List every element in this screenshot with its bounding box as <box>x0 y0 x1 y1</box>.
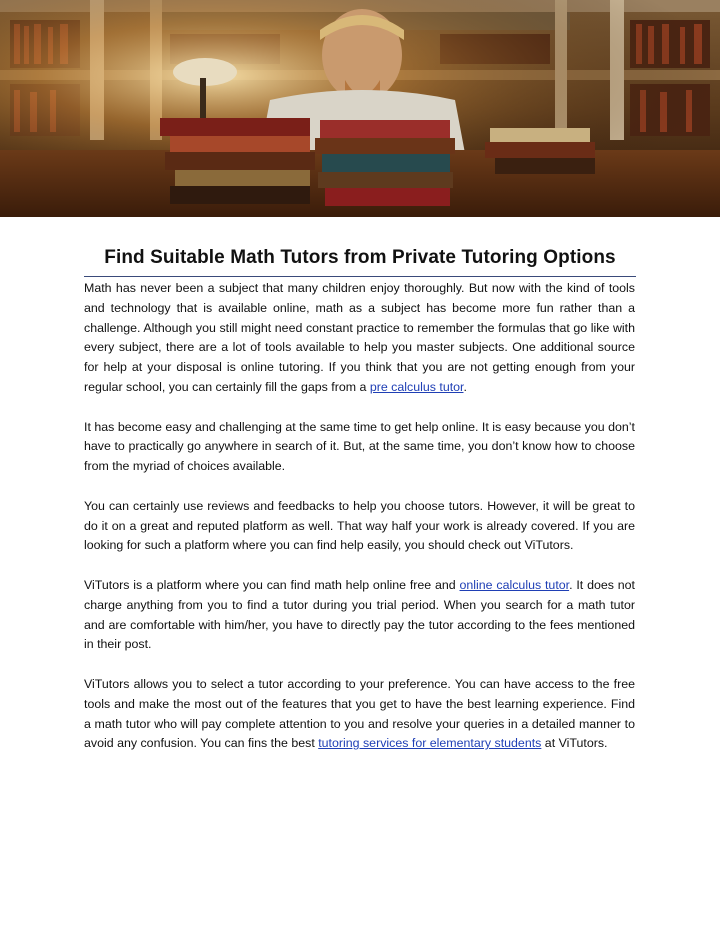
paragraph-3 <box>84 497 635 556</box>
paragraph-5-tail: at ViTutors. <box>541 736 608 751</box>
page-title: Find Suitable Math Tutors from Private Tutoring Options <box>104 247 616 268</box>
paragraph-4 <box>84 576 635 655</box>
title-divider <box>84 276 636 277</box>
article-body <box>84 279 635 774</box>
paragraph-1-text: Math has never been a subject that many children enjoy thoroughly. But now with the kind of tools and technology that is available online, math as a subject has become more fun rather than a challenge. Although you still might need constant practice to remember the formulas that go like with every subject, there are a lot of tools available to help you master subjects. One additional source for help at your disposal is online tutoring. If you think that you are not getting enough from your regular school, you can certainly fill the gaps from a <box>84 281 635 394</box>
paragraph-2-text: It has become easy and challenging at the same time to get help online. It is easy because you don’t have to practically go anywhere in search of it. But, at the same time, you don’t know how to choose from the myriad of choices available. <box>84 419 635 474</box>
paragraph-1 <box>84 279 635 398</box>
pre-calculus-tutor-link[interactable]: pre calculus tutor <box>369 379 464 394</box>
tutoring-services-link[interactable]: tutoring services for elementary students <box>318 736 542 751</box>
paragraph-4-text: ViTutors is a platform where you can find math help online free and <box>84 577 460 592</box>
paragraph-4-tail: . It does not charge anything from you to find a tutor during you trial period. When you search for a math tutor and are comfortable with him/her, you have to directly pay the tutor according to the fees mentioned in their post. <box>84 577 635 652</box>
paragraph-3-text: You can certainly use reviews and feedbacks to help you choose tutors. However, it will be great to do it on a great and reputed platform as well. That way half your work is already covered. If you are looking for such a platform where you can find help easily, you should check out ViTutors. <box>84 498 635 553</box>
online-calculus-tutor-link[interactable]: online calculus tutor <box>459 577 570 592</box>
paragraph-1-tail: . <box>463 379 467 394</box>
paragraph-2 <box>84 418 635 477</box>
hero-image <box>0 0 720 217</box>
paragraph-5 <box>84 675 635 754</box>
paragraph-5-text: ViTutors allows you to select a tutor according to your preference. You can have access to the free tools and make the most out of the features that you get to have the best learning experience. Find a math tutor who will pay complete attention to you and resolve your queries in a detailed manner to avoid any confusion. You can fins the best <box>84 676 635 751</box>
